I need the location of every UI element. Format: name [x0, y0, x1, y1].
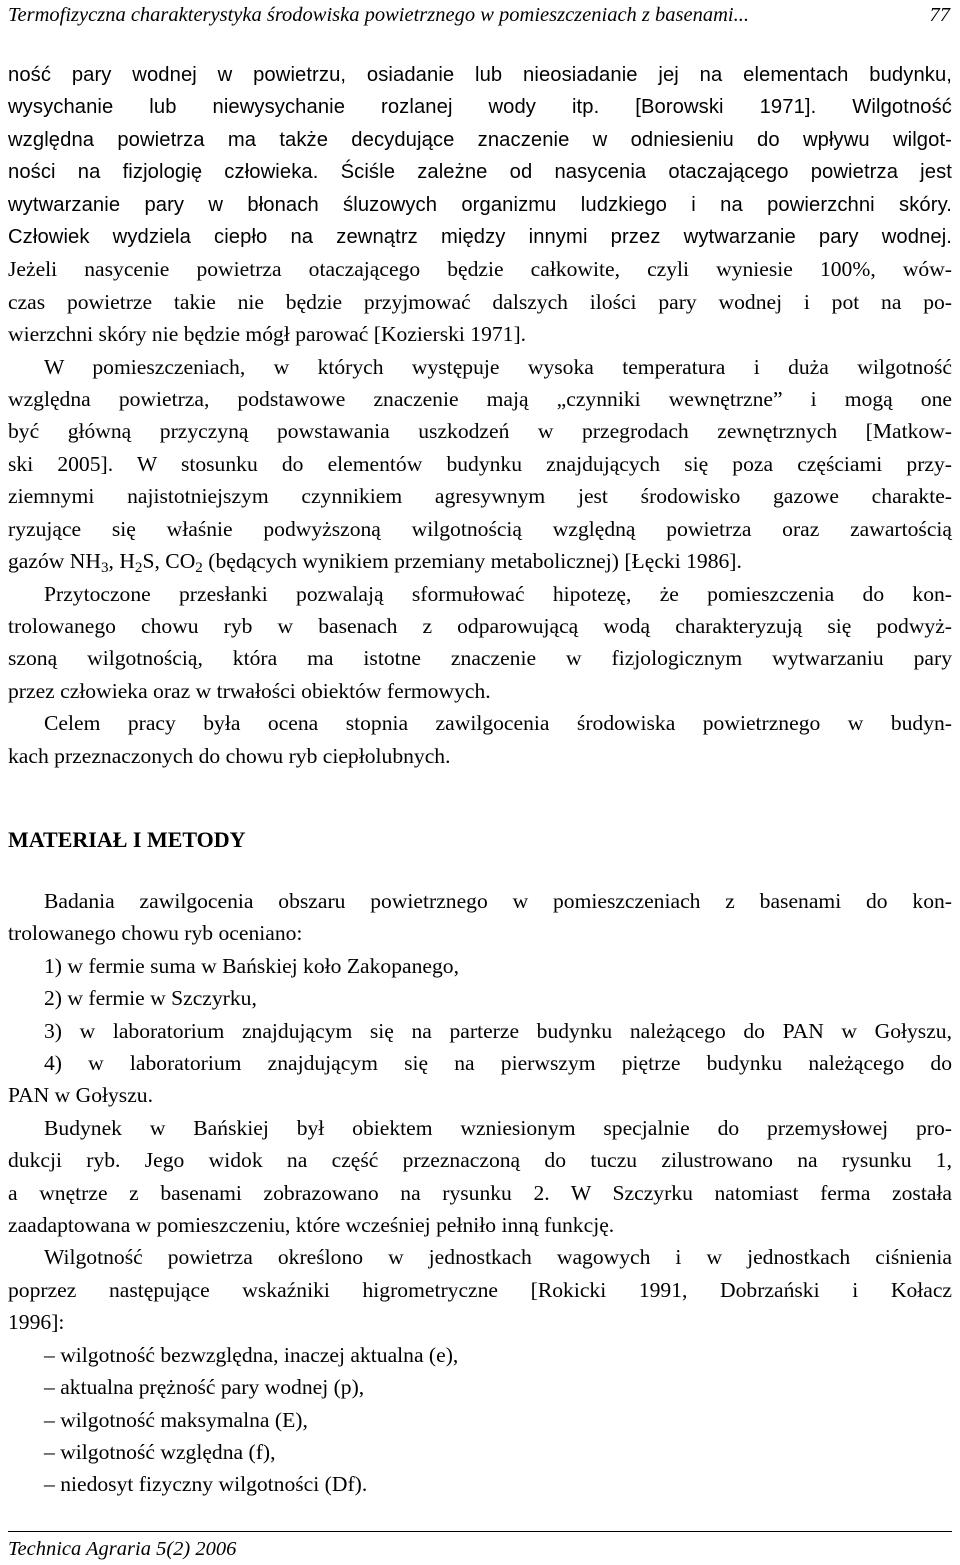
text-line: trolowanego chowu ryb w basenach z odparowującą wodą charakteryzują się podwyż-: [8, 613, 952, 638]
text-line: poprzez następujące wskaźniki higrometryczne [Rokicki 1991, Dobrzański i Kołacz: [8, 1277, 952, 1302]
list-item: – wilgotność maksymalna (E),: [44, 1407, 308, 1432]
text-line: ski 2005]. W stosunku do elementów budynku znajdujących się poza częściami przy-: [8, 451, 952, 476]
list-item-continuation: PAN w Gołyszu.: [8, 1083, 153, 1108]
list-item: 1) w fermie suma w Bańskiej koło Zakopanego,: [44, 953, 459, 978]
intro-text: [8, 59, 952, 772]
text-line: Badania zawilgocenia obszaru powietrznego w pomieszczeniach z basenami do kon-: [44, 889, 952, 913]
list-item: 3) w laboratorium znajdującym się na parterze budynku należącego do PAN w Gołyszu,: [44, 1018, 952, 1043]
text-line: ryzujące się właśnie podwyższoną wilgotnością względną powietrza oraz zawartością: [8, 516, 952, 541]
text-line: względna powietrza ma także decydujące znaczenie w odniesieniu do wpływu wilgot-: [8, 128, 952, 151]
text-line-gases: gazów $NH_3$, $H_2S$, $CO_2$ (będących wynikiem przemiany metabolicznej) [Łęcki 1986].: [8, 549, 742, 576]
text-line: Człowiek wydziela ciepło na zewnątrz między innymi przez wytwarzanie pary wodnej.: [8, 226, 952, 249]
text-line: ności na fizjologię człowieka. Ściśle zależne od nasycenia otaczającego powietrza jest: [8, 161, 952, 184]
text-line: wierzchni skóry nie będzie mógł parować [Kozierski 1971].: [8, 322, 527, 347]
list-item: – aktualna prężność pary wodnej (p),: [44, 1375, 365, 1400]
text-line: być główną przyczyną powstawania uszkodzeń w przegrodach zewnętrznych [Matkow-: [8, 419, 952, 444]
text-line: Przytoczone przesłanki pozwalają sformułować hipotezę, że pomieszczenia do kon-: [44, 581, 952, 606]
text-line: a wnętrze z basenami zobrazowano na rysunku 2. W Szczyrku natomiast ferma została: [8, 1180, 952, 1205]
text-line: czas powietrze takie nie będzie przyjmować dalszych ilości pary wodnej i pot na po-: [8, 289, 952, 314]
running-header: [8, 2, 950, 28]
list-item: 4) w laboratorium znajdującym się na pierwszym piętrze budynku należącego do: [44, 1051, 952, 1076]
paragraph-humidity: [8, 1241, 952, 1338]
list-item: 2) w fermie w Szczyrku,: [44, 986, 257, 1011]
list-item: – niedosyt fizyczny wilgotności (Df).: [44, 1472, 368, 1497]
section-heading: MATERIAŁ I METODY: [8, 827, 246, 852]
text-line: trolowanego chowu ryb oceniano:: [8, 921, 303, 946]
paragraph-hypothesis: [8, 578, 952, 708]
journal-footer: Technica Agraria 5(2) 2006: [8, 1538, 237, 1560]
page-number: 77: [929, 4, 950, 26]
text-line: wytwarzanie pary w błonach śluzowych organizmu ludzkiego i na powierzchni skóry.: [8, 193, 952, 216]
footer-divider: [8, 1531, 952, 1532]
text-line: ność pary wodnej w powietrzu, osiadanie lub nieosiadanie jej na elementach budynku,: [8, 64, 952, 86]
paragraph-internal-factors: [8, 351, 952, 578]
paragraph-saturation: [8, 253, 952, 350]
text-line: względna powietrza, podstawowe znaczenie mają „czynniki wewnętrzne” i mogą one: [8, 387, 952, 412]
text-line: Jeżeli nasycenie powietrza otaczającego będzie całkowite, czyli wyniesie 100%, wów-: [8, 257, 952, 282]
text-line: dukcji ryb. Jego widok na część przeznaczoną do tuczu zilustrowano na rysunku 1,: [8, 1148, 952, 1173]
locations-list: [8, 950, 952, 1112]
text-line: Celem pracy była ocena stopnia zawilgocenia środowiska powietrznego w budyn-: [44, 711, 952, 736]
text-line: Wilgotność powietrza określono w jednostkach wagowych i w jednostkach ciśnienia: [44, 1245, 952, 1270]
text-line: kach przeznaczonych do chowu ryb ciepłolubnych.: [8, 743, 451, 768]
text-line: ziemnymi najistotniejszym czynnikiem agresywnym jest środowisko gazowe charakte-: [8, 484, 952, 509]
text-line: szoną wilgotnością, która ma istotne znaczenie w fizjologicznym wytwarzaniu pary: [8, 646, 952, 671]
header-title: Termofizyczna charakterystyka środowiska powietrznego w pomieszczeniach z basenami...: [8, 4, 749, 26]
intro-paragraph-continued: [8, 59, 952, 253]
text-line: Budynek w Bańskiej był obiektem wzniesionym specjalnie do przemysłowej pro-: [44, 1115, 952, 1140]
list-item: – wilgotność względna (f),: [44, 1439, 276, 1464]
text-line: W pomieszczeniach, w których występuje wysoka temperatura i duża wilgotność: [44, 354, 952, 379]
paragraph-aim: [8, 707, 952, 772]
text-line: 1996]:: [8, 1310, 65, 1335]
text-line: przez człowieka oraz w trwałości obiektów fermowych.: [8, 678, 491, 703]
paragraph-methods-intro: [8, 885, 952, 950]
list-item: – wilgotność bezwzględna, inaczej aktualna (e),: [44, 1342, 459, 1367]
text-line: zaadaptowana w pomieszczeniu, które wcześniej pełniło inną funkcję.: [8, 1213, 615, 1238]
indicators-list: [8, 1339, 952, 1501]
text-line: wysychanie lub niewysychanie rozlanej wody itp. [Borowski 1971]. Wilgotność: [8, 96, 952, 119]
paragraph-buildings: [8, 1112, 952, 1242]
methods-text: [8, 885, 952, 1501]
